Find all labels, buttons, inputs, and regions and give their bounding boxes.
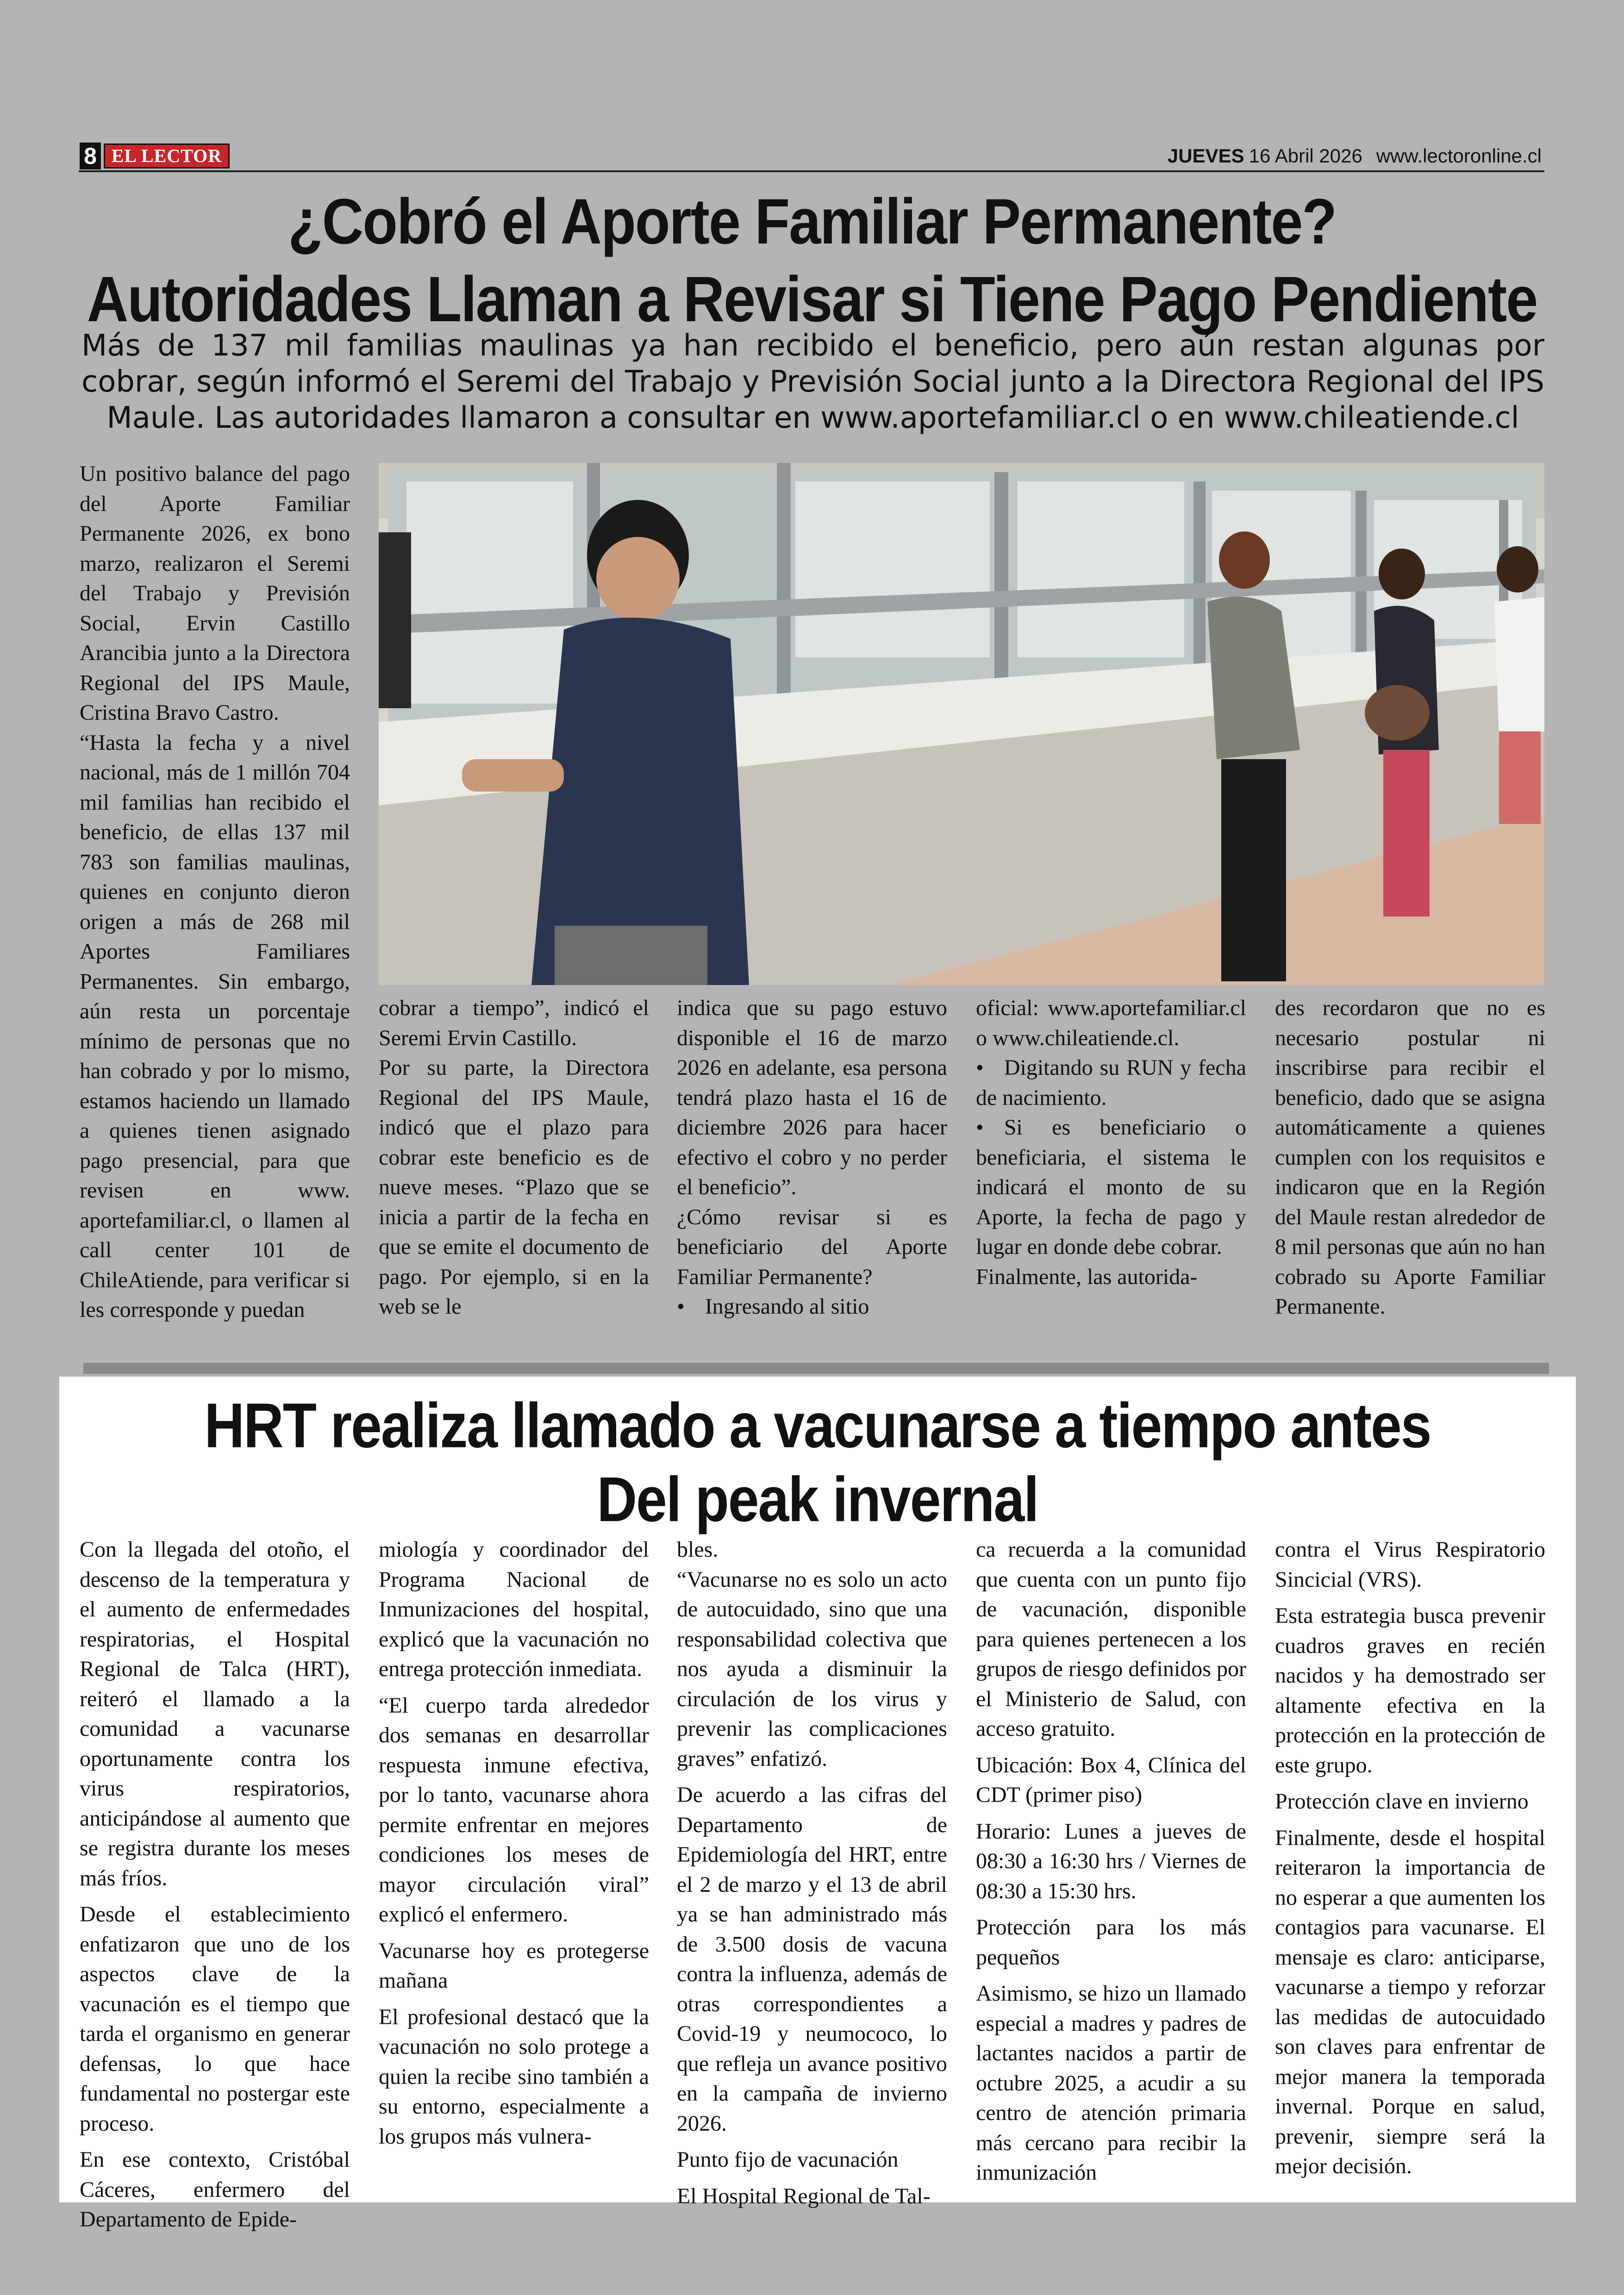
article2-column-5 <box>1275 1535 1545 2201</box>
article1-paragraph: indica que su pago estuvo disponible el 16 de marzo 2026 en adelante, esa persona tendrá plazo hasta el 16 de diciembre 2026 para hacer efectivo el cobro y no perder el beneficio”. <box>677 996 947 1199</box>
article2-paragraph: ca recuerda a la comunidad que cuenta con un punto fijo de vacunación, disponible para quienes pertenecen a los grupos de riesgo definidos por el Ministerio de Salud, con acceso gratuito. <box>976 1537 1246 1741</box>
article2-subheading: Punto fijo de vacunación <box>677 2147 899 2172</box>
article1-bullet: • Ingresando al sitio <box>677 1292 947 1322</box>
article2-headline-line2: Del peak invernal <box>597 1464 1038 1535</box>
article2-paragraph: Desde el establecimiento enfatizaron que uno de los aspectos clave de la vacunación es el tiempo que tarda el organismo en generar defensas, lo que hace fundamental no postergar este proceso. <box>80 1902 350 2136</box>
article2-column-2 <box>379 1535 649 2201</box>
article1-paragraph: des recordaron que no es necesario postular ni inscribirse para recibir el beneficio, dado que se asigna automáticamente a quienes cumplen con los requisitos e indicaron que en la Región del Maule restan alrededor de 8 mil personas que aún no han cobrado su Aporte Familiar Permanente. <box>1275 996 1545 1319</box>
article1-bullet: • Si es beneficiario o beneficiaria, el sistema le indicará el monto de su Aporte, la fecha de pago y lugar en donde debe cobrar. <box>976 1113 1246 1262</box>
page-header <box>79 139 1544 172</box>
article2-paragraph: contra el Virus Respiratorio Sincicial (VRS). <box>1275 1537 1545 1592</box>
article2-paragraph: Finalmente, desde el hospital reiteraron la importancia de no esperar a que aumenten los contagios para vacunarse. El mensaje es claro: anticiparse, vacunarse a tiempo y reforzar las medidas de autocuidado son claves para enfrentar de mejor manera la temporada invernal. Porque en salud, prevenir, siempre será la mejor decisión. <box>1275 1825 1545 2178</box>
article1-bullet: • Digitando su RUN y fecha de nacimiento. <box>976 1053 1246 1113</box>
article-separator <box>83 1363 1549 1374</box>
article2-headline-line1: HRT realiza llamado a vacunarse a tiempo antes <box>204 1390 1431 1461</box>
dateline-site: www.lectoronline.cl <box>1376 145 1542 167</box>
article2-column-3 <box>677 1535 947 2208</box>
article2-column-4 <box>976 1535 1246 2201</box>
article1-paragraph: oficial: www.aportefamiliar.cl o www.chileatiende.cl. <box>976 996 1246 1050</box>
article2-paragraph: “Vacunarse no es solo un acto de autocuidado, sino que una responsabilidad colectiva que nos ayuda a disminuir la circulación de los virus y prevenir las complicaciones graves” enfatizó. <box>677 1567 947 1771</box>
article2-subheading: Protección para los más pequeños <box>976 1915 1246 1970</box>
article2-paragraph: Con la llegada del otoño, el descenso de la temperatura y el aumento de enfermedades respiratorias, el Hospital Regional de Talca (HRT), reiteró el llamado a la comunidad a vacunarse oportunamente contra los virus respiratorios, anticipándose al aumento que se registra durante los meses más fríos. <box>80 1537 350 1890</box>
article1-subheading: ¿Cómo revisar si es beneficiario del Aporte Familiar Permanente? <box>677 1204 947 1289</box>
article2-paragraph: Ubicación: Box 4, Clínica del CDT (primer piso) <box>976 1752 1246 1807</box>
article2-paragraph: bles. <box>677 1537 718 1562</box>
header-rule <box>79 170 1544 172</box>
article1-paragraph: Un positivo balance del pago del Aporte Familiar Permanente 2026, ex bono marzo, realizaron el Seremi del Trabajo y Previsión Social, Ervin Castillo Arancibia junto a la Directora Regional del IPS Maule, Cristina Bravo Castro. <box>80 461 350 725</box>
article1-headline-line2: Autoridades Llaman a Revisar si Tiene Pago Pendiente <box>87 263 1537 336</box>
article2-subheading: Protección clave en invierno <box>1275 1789 1529 1814</box>
article1-column-4 <box>976 993 1246 1336</box>
article1-column-5 <box>1275 993 1545 1336</box>
article2-headline <box>59 1389 1576 1536</box>
article2-paragraph: Asimismo, se hizo un llamado especial a madres y padres de lactantes nacidos a partir de octubre 2025, a acudir a su centro de atención primaria más cercano para recibir la inmunización <box>976 1981 1246 2185</box>
dateline-date: 16 Abril 2026 <box>1249 145 1362 167</box>
article1-subtitle: Más de 137 mil familias maulinas ya han recibido el beneficio, pero aún restan algunas por cobrar, según informó el Seremi del Trabajo y Previsión Social junto a la Directora Regional del IPS Maule. Las autoridades llamaron a consultar en www.aportefamiliar.cl o en www.chileatiende.cl <box>81 329 1544 435</box>
dateline <box>1168 143 1542 168</box>
article1-column-3 <box>677 993 947 1336</box>
article2-paragraph: De acuerdo a las cifras del Departamento de Epidemiología del HRT, entre el 2 de marzo y el 13 de abril ya se han administrado más de 3.500 dosis de vacuna contra la influenza, además de otras correspondientes a Covid-19 y neumococo, lo que refleja un avance positivo en la campaña de invierno 2026. <box>677 1783 947 2136</box>
article1-paragraph: cobrar a tiempo”, indicó el Seremi Ervin Castillo. <box>379 996 649 1050</box>
article2-paragraph: Horario: Lunes a jueves de 08:30 a 16:30 hrs / Viernes de 08:30 a 15:30 hrs. <box>976 1819 1246 1903</box>
article1-paragraph: Por su parte, la Directora Regional del IPS Maule, indicó que el plazo para cobrar este beneficio es de nueve meses. “Plazo que se inicia a partir de la fecha en que se emite el documento de pago. Por ejemplo, si en la web se le <box>379 1055 649 1319</box>
article2-paragraph: “El cuerpo tarda alrededor dos semanas en desarrollar respuesta inmune efectiva, por lo tanto, vacunarse ahora permite enfrentar en mejores condiciones los meses de mayor circulación viral” explicó el enfermero. <box>379 1693 649 1927</box>
article1-paragraph: “Hasta la fecha y a nivel nacional, más de 1 millón 704 mil familias han recibido el beneficio, de ellas 137 mil 783 son familias maulinas, quienes en conjunto dieron origen a más de 268 mil Aportes Familiares Permanentes. Sin embargo, aún resta un porcentaje mínimo de personas que no han cobrado y por lo mismo, estamos haciendo un llamado a quienes tienen asignado pago presencial, para que revisen en www. aportefamiliar.cl, o llamen al call center 101 de ChileAtiende, para verificar si les corresponde y puedan <box>80 730 350 1322</box>
article1-paragraph: Finalmente, las autorida- <box>976 1264 1198 1289</box>
article1-headline-line1: ¿Cobró el Aporte Familiar Permanente? <box>287 186 1337 258</box>
article2-paragraph: miología y coordinador del Programa Nacional de Inmunizaciones del hospital, explicó que la vacunación no entrega protección inmediata. <box>379 1537 649 1681</box>
article2-paragraph: Esta estrategia busca prevenir cuadros graves en recién nacidos y ha demostrado ser altamente efectiva en la protección en la protección de este grupo. <box>1275 1603 1545 1777</box>
article1-column-2 <box>379 993 649 1336</box>
page-number: 8 <box>80 143 101 169</box>
article2-column-1 <box>80 1535 350 2232</box>
dateline-day: JUEVES <box>1167 145 1244 167</box>
article2-paragraph: En ese contexto, Cristóbal Cáceres, enfermero del Departamento de Epide- <box>80 2147 350 2232</box>
photo-office-counter-icon <box>379 463 1544 985</box>
article1-column-1 <box>80 459 350 1334</box>
article2-paragraph: El Hospital Regional de Tal- <box>677 2183 931 2208</box>
article2-paragraph: El profesional destacó que la vacunación no solo protege a quien la recibe sino también a su entorno, especialmente a los grupos más vulnera- <box>379 2004 649 2149</box>
newspaper-logo: EL LECTOR <box>104 143 230 168</box>
article2-subheading: Vacunarse hoy es protegerse mañana <box>379 1938 649 1993</box>
article1-headline <box>56 183 1568 338</box>
